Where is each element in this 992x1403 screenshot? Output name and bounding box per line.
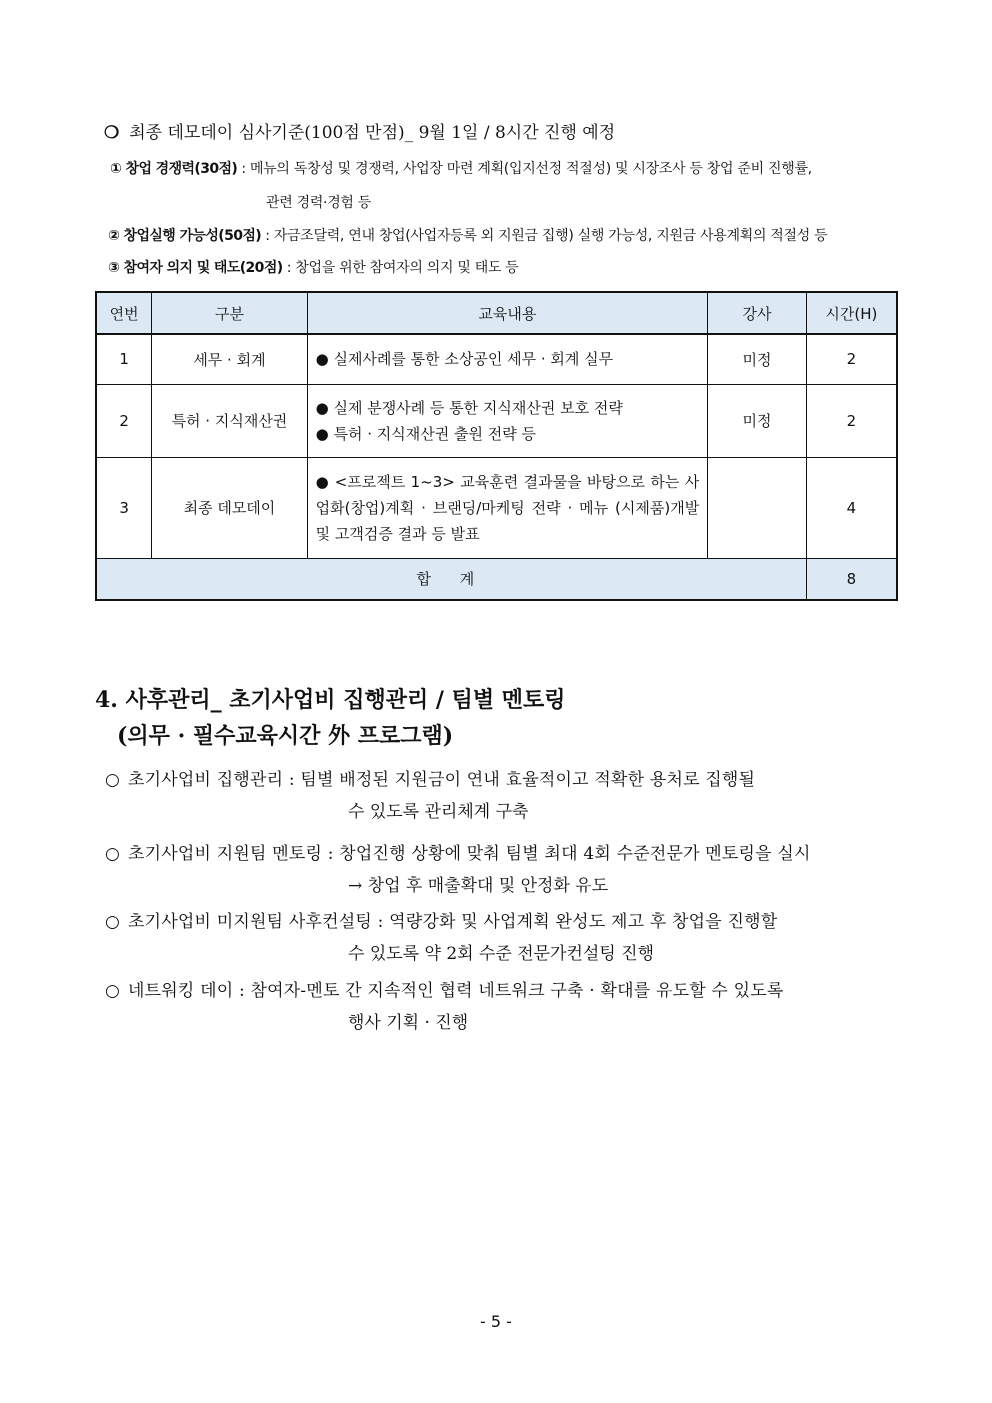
total-label: 합 계: [96, 558, 806, 600]
content-item: ● 특허 · 지식재산권 출원 전략 등: [315, 424, 536, 443]
criteria-title: [104, 118, 884, 143]
header-instructor: 강사: [708, 292, 807, 334]
criterion-3: [108, 257, 519, 277]
followup-item-1: [105, 764, 897, 828]
education-table: [95, 291, 898, 601]
total-row: [96, 558, 897, 600]
hollow-circle-icon: ○: [105, 912, 121, 932]
hollow-circle-icon: ○: [105, 844, 121, 864]
table-row: [96, 384, 897, 457]
header-no: 연번: [96, 292, 152, 334]
criterion-1-continued: [266, 192, 371, 212]
total-hours: 8: [806, 558, 897, 600]
row-no: 2: [96, 384, 152, 457]
row-no: 3: [96, 457, 152, 558]
followup-item-3: [105, 906, 897, 970]
criterion-label: ② 창업실행 가능성(50점): [108, 228, 262, 244]
criterion-label: ① 창업 경쟁력(30점): [110, 161, 238, 177]
followup-item-2: [105, 838, 897, 902]
table-row: [96, 457, 897, 558]
item-text: 초기사업비 집행관리 : 팀별 배정된 지원금이 연내 효율적이고 적확한 용처로 집행될: [128, 770, 756, 790]
row-instructor: 미정: [708, 334, 807, 384]
item-text: 네트워킹 데이 : 참여자-멘토 간 지속적인 협력 네트워크 구축 · 확대를 유도할 수 있도록: [128, 981, 784, 1001]
hollow-circle-icon: ○: [105, 770, 121, 790]
row-no: 1: [96, 334, 152, 384]
section-4-heading: [95, 682, 566, 754]
criterion-text: : 창업을 위한 참여자의 의지 및 태도 등: [282, 260, 519, 276]
row-category: 최종 데모데이: [152, 457, 307, 558]
header-category: 구분: [152, 292, 307, 334]
row-hours: 4: [806, 457, 897, 558]
hollow-circle-icon: ❍: [104, 123, 120, 143]
item-text-cont: → 창업 후 매출확대 및 안정화 유도: [348, 876, 609, 896]
row-category: 세무 · 회계: [152, 334, 307, 384]
row-content: [307, 384, 708, 457]
criterion-1: [110, 158, 812, 178]
criterion-2: [108, 225, 827, 245]
row-content: ● <프로젝트 1~3> 교육훈련 결과물을 바탕으로 하는 사업화(창업)계획 · 브랜딩/마케팅 전략 · 메뉴 (시제품)개발 및 고객검증 결과 등 발표: [307, 457, 708, 558]
hollow-circle-icon: ○: [105, 981, 121, 1001]
item-text-cont: 행사 기획 · 진행: [348, 1013, 469, 1033]
content-item: ● 실제 분쟁사례 등 통한 지식재산권 보호 전략: [315, 398, 623, 417]
criterion-text: : 메뉴의 독창성 및 경쟁력, 사업장 마련 계획(입지선정 적절성) 및 시장조사 등 창업 준비 진행률,: [237, 161, 812, 177]
item-text-cont: 수 있도록 약 2회 수준 전문가컨설팅 진행: [348, 944, 654, 964]
criterion-text-cont: 관련 경력·경험 등: [266, 195, 372, 211]
item-text: 초기사업비 지원팀 멘토링 : 창업진행 상황에 맞춰 팀별 최대 4회 수준전문가 멘토링을 실시: [128, 844, 811, 864]
section-subheading: (의무 · 필수교육시간 外 프로그램): [117, 723, 454, 749]
table-header-row: [96, 292, 897, 334]
header-content: 교육내용: [307, 292, 708, 334]
followup-item-4: [105, 975, 897, 1039]
section-heading-text: 4. 사후관리_ 초기사업비 집행관리 / 팀별 멘토링: [95, 687, 566, 713]
header-hours: 시간(H): [806, 292, 897, 334]
item-text-cont: 수 있도록 관리체계 구축: [348, 802, 529, 822]
row-instructor: 미정: [708, 384, 807, 457]
item-text: 초기사업비 미지원팀 사후컨설팅 : 역량강화 및 사업계획 완성도 제고 후 창업을 진행할: [128, 912, 778, 932]
row-hours: 2: [806, 334, 897, 384]
page-number: - 5 -: [480, 1312, 512, 1331]
row-category: 특허 · 지식재산권: [152, 384, 307, 457]
content-item: ● 실제사례를 통한 소상공인 세무 · 회계 실무: [315, 350, 614, 369]
criteria-title-text: 최종 데모데이 심사기준(100점 만점)_ 9월 1일 / 8시간 진행 예정: [129, 123, 616, 143]
criterion-text: : 자금조달력, 연내 창업(사업자등록 외 지원금 집행) 실행 가능성, 지원금 사용계획의 적절성 등: [261, 228, 828, 244]
table-row: [96, 334, 897, 384]
row-hours: 2: [806, 384, 897, 457]
row-content: [307, 334, 708, 384]
row-instructor: [708, 457, 807, 558]
criterion-label: ③ 참여자 의지 및 태도(20점): [108, 260, 283, 276]
